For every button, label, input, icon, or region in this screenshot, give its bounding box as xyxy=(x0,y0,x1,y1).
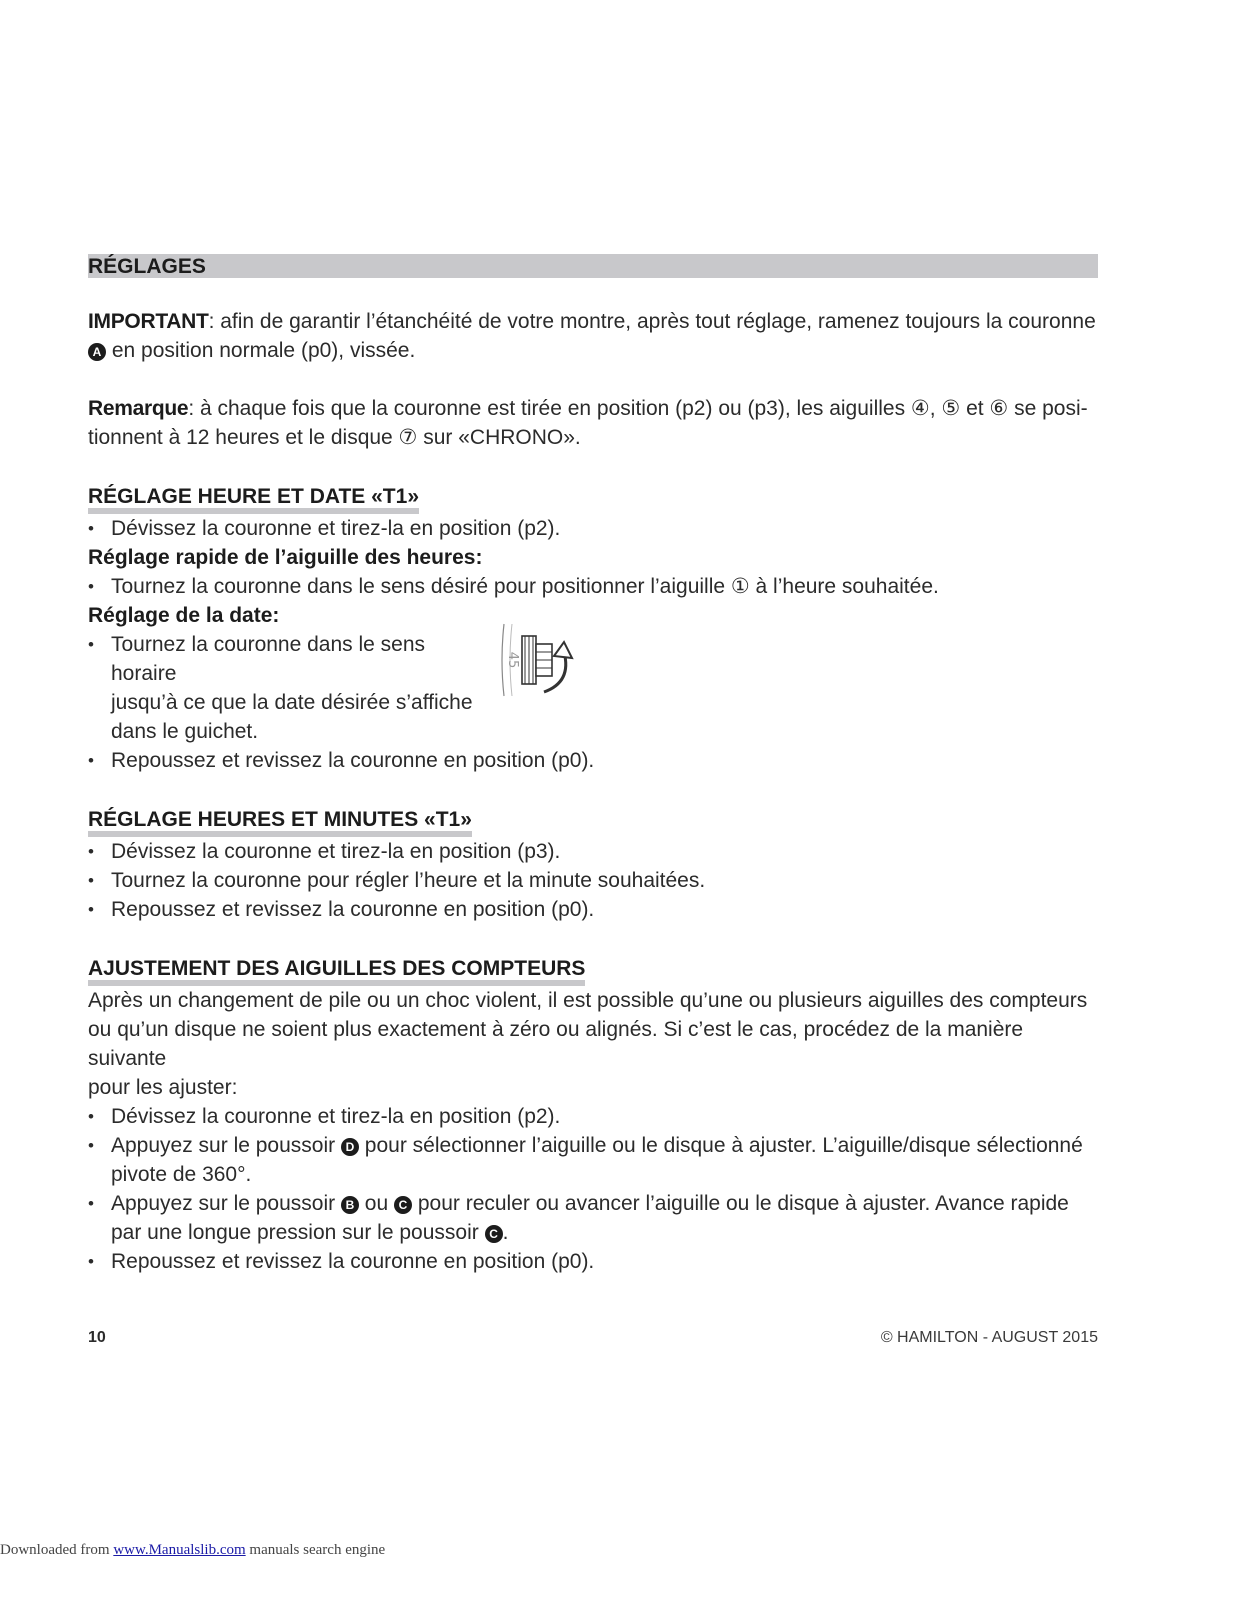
list-item: • Dévissez la couronne et tirez-la en position (p2). xyxy=(88,1102,1098,1131)
download-banner: Downloaded from www.Manualslib.com manuals search engine xyxy=(0,1542,386,1558)
pusher-b-marker-icon: B xyxy=(341,1196,359,1214)
list-reglage-date xyxy=(88,630,1098,775)
pusher-d-marker-icon: D xyxy=(341,1138,359,1156)
list-item: • Dévissez la couronne et tirez-la en position (p2). xyxy=(88,514,1098,543)
subheading-reglage-rapide: Réglage rapide de l’aiguille des heures: xyxy=(88,546,483,569)
subheading-reglage-date: Réglage de la date: xyxy=(88,604,280,627)
list-item: • Repoussez et revissez la couronne en position (p0). xyxy=(88,895,1098,924)
crown-dial-number: 45 xyxy=(505,651,520,669)
heading-reglage-heure-date: RÉGLAGE HEURE ET DATE «T1» xyxy=(88,486,419,514)
list-item: • Tournez la couronne dans le sens horaire jusqu’à ce que la date désirée s’affiche dans le guichet. 45 xyxy=(88,630,1098,746)
remark-label: Remarque xyxy=(88,397,189,420)
list-item: • Dévissez la couronne et tirez-la en position (p3). xyxy=(88,837,1098,866)
page-number: 10 xyxy=(88,1329,106,1346)
list-item: • Tournez la couronne dans le sens désiré pour positionner l’aiguille ① à l’heure souhaitée. xyxy=(88,572,1098,601)
heading-reglage-heures-minutes: RÉGLAGE HEURES ET MINUTES «T1» xyxy=(88,809,472,837)
list-item: • Repoussez et revissez la couronne en position (p0). xyxy=(88,1247,1098,1276)
list-reglage-rapide xyxy=(88,572,1098,601)
pusher-c-marker-icon: C xyxy=(485,1225,503,1243)
list-ajustement xyxy=(88,1102,1098,1276)
list-reglage-heures-minutes xyxy=(88,837,1098,924)
list-item: • Repoussez et revissez la couronne en position (p0). xyxy=(88,746,1098,775)
important-label: IMPORTANT xyxy=(88,310,209,333)
list-item: • Appuyez sur le poussoir D pour sélectionner l’aiguille ou le disque à ajuster. L’aiguille/disque sélectionné pivote de 360°. xyxy=(88,1131,1098,1189)
section-title-reglages: RÉGLAGES xyxy=(88,254,1098,278)
manualslib-link[interactable]: www.Manualslib.com xyxy=(113,1542,246,1558)
list-reglage-heure-date xyxy=(88,514,1098,543)
heading-ajustement-aiguilles: AJUSTEMENT DES AIGUILLES DES COMPTEURS xyxy=(88,958,585,986)
ajustement-intro: Après un changement de pile ou un choc violent, il est possible qu’une ou plusieurs aiguilles des compteurs ou qu’un disque ne soient plus exactement à zéro ou alignés. Si c’est le cas, procédez de la manière suivante pour les ajuster: xyxy=(88,989,1088,1099)
important-note: IMPORTANT: afin de garantir l’étanchéité de votre montre, après tout réglage, ramenez toujours la couronne A en position normale (p0), vissée. xyxy=(88,310,1096,362)
copyright: © HAMILTON - AUGUST 2015 xyxy=(880,1329,1098,1346)
remark-note: Remarque: à chaque fois que la couronne est tirée en position (p2) ou (p3), les aiguilles ④, ⑤ et ⑥ se posi- tionnent à 12 heures et le disque ⑦ sur «CHRONO». xyxy=(88,397,1088,449)
list-item: • Tournez la couronne pour régler l’heure et la minute souhaitées. xyxy=(88,866,1098,895)
document-body xyxy=(88,254,1098,1276)
pusher-c-marker-icon: C xyxy=(394,1196,412,1214)
crown-a-marker-icon: A xyxy=(88,343,106,361)
list-item: • Appuyez sur le poussoir B ou C pour reculer ou avancer l’aiguille ou le disque à ajuster. Avance rapide par une longue pression sur le poussoir C . xyxy=(88,1189,1098,1247)
crown-rotation-icon xyxy=(498,622,578,698)
